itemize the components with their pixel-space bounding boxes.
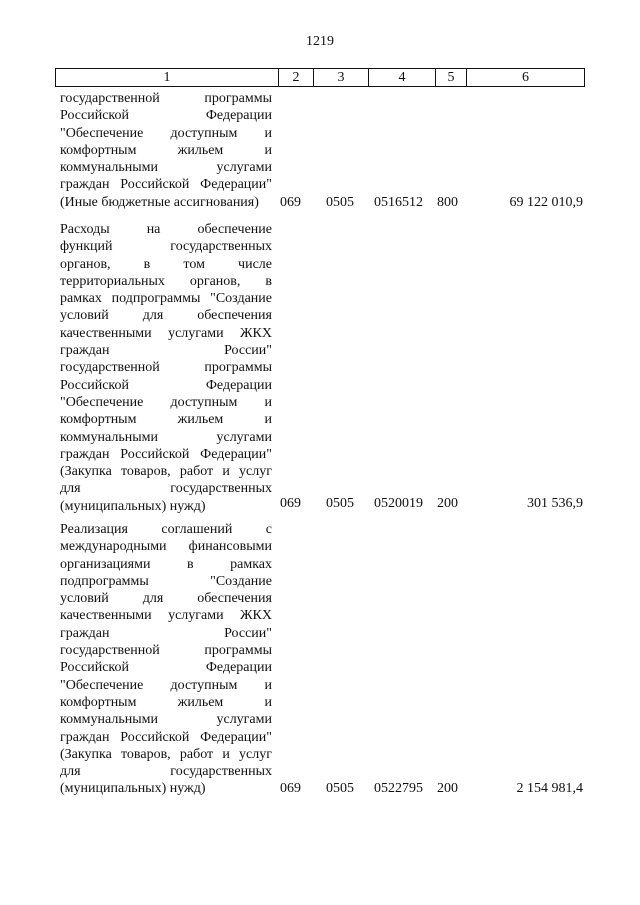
description-line: граждан Российской Федерации" [60,729,272,745]
description-line: качественными услугами ЖКХ [60,325,272,341]
description-line: Российской Федерации [60,660,272,676]
description-line: функций государственных [60,239,272,255]
row-col-2: 069 [280,781,301,796]
description-line: (муниципальных) нужд) [60,498,206,514]
row-col-3: 0505 [326,195,354,210]
description-line: (Закупка товаров, работ и услуг [60,746,272,762]
header-col-5: 5 [435,69,466,86]
row-col-2: 069 [280,496,301,511]
description-line: качественными услугами ЖКХ [60,608,272,624]
description-line: "Обеспечение доступным и [60,677,272,693]
description-line: коммунальными услугами [60,712,272,728]
row-col-6: 301 536,9 [527,496,583,511]
page-number: 1219 [306,34,334,49]
description-line: "Обеспечение доступным и [60,394,272,410]
description-line: рамках подпрограммы "Создание [60,291,272,307]
description-line: граждан Российской Федерации" [60,177,272,193]
table-header [55,68,585,87]
description-line: (Иные бюджетные ассигнования) [60,194,259,210]
description-line: условий для обеспечения [60,308,272,324]
description-line: органов, в том числе [60,256,272,272]
description-line: Российской Федерации [60,377,272,393]
description-line: условий для обеспечения [60,591,272,607]
description-line: граждан России" [60,343,272,359]
description-line: организациями в рамках [60,556,272,572]
description-line: для государственных [60,764,272,780]
description-line: комфортным жильем и [60,412,272,428]
row-col-3: 0505 [326,781,354,796]
row-col-3: 0505 [326,496,354,511]
header-col-3: 3 [313,69,368,86]
description-line: государственной программы [60,91,272,106]
description-line: Расходы на обеспечение [60,222,272,237]
description-line: территориальных органов, в [60,273,272,289]
description-line: комфортным жильем и [60,694,272,710]
row-col-4: 0516512 [374,195,423,210]
description-line: комфортным жильем и [60,142,272,158]
header-col-4: 4 [368,69,435,86]
description-line: коммунальными услугами [60,429,272,445]
header-col-1: 1 [163,70,171,85]
description-line: граждан Российской Федерации" [60,446,272,462]
description-line: (муниципальных) нужд) [60,781,206,797]
row-col-2: 069 [280,195,301,210]
row-col-5: 800 [437,195,458,210]
row-description [60,521,272,798]
row-col-5: 200 [437,781,458,796]
description-line: для государственных [60,481,272,497]
row-col-6: 69 122 010,9 [509,195,583,210]
row-col-4: 0522795 [374,781,423,796]
header-col-2: 2 [278,69,313,86]
header-col-6: 6 [466,69,584,86]
row-col-4: 0520019 [374,496,423,511]
description-line: подпрограммы "Создание [60,573,272,589]
row-col-6: 2 154 981,4 [516,781,583,796]
description-line: Реализация соглашений с [60,522,272,537]
description-line: (Закупка товаров, работ и услуг [60,464,272,480]
description-line: граждан России" [60,625,272,641]
description-line: государственной программы [60,643,272,659]
row-col-5: 200 [437,496,458,511]
row-description [60,90,272,211]
description-line: международными финансовыми [60,539,272,555]
description-line: "Обеспечение доступным и [60,125,272,141]
description-line: Российской Федерации [60,108,272,124]
description-line: государственной программы [60,360,272,376]
row-description [60,221,272,515]
description-line: коммунальными услугами [60,160,272,176]
